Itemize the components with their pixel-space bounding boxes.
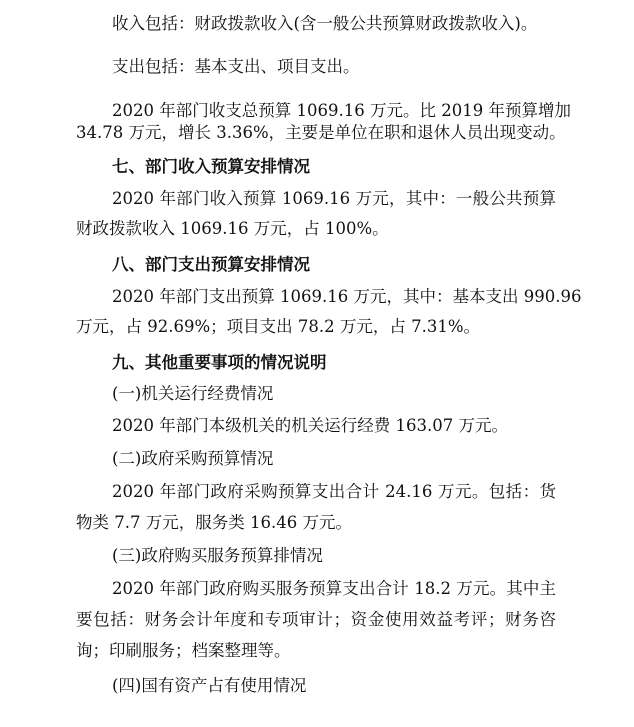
expenditure-includes-line: 支出包括：基本支出、项目支出。 bbox=[112, 57, 360, 76]
income-budget-line-1: 2020 年部门收入预算 1069.16 万元，其中：一般公共预算 bbox=[112, 189, 556, 208]
total-budget-line-1: 2020 年部门收支总预算 1069.16 万元。比 2019 年预算增加 bbox=[112, 101, 571, 120]
service-purchase-line-2: 要包括：财务会计年度和专项审计；资金使用效益考评；财务咨 bbox=[76, 610, 556, 629]
subsection-2-heading: (二)政府采购预算情况 bbox=[112, 449, 274, 468]
expenditure-budget-line-2: 万元，占 92.69%；项目支出 78.2 万元，占 7.31%。 bbox=[76, 317, 481, 336]
procurement-line-1: 2020 年部门政府采购预算支出合计 24.16 万元。包括：货 bbox=[112, 482, 556, 501]
subsection-1-heading: (一)机关运行经费情况 bbox=[112, 384, 274, 403]
section-7-heading: 七、部门收入预算安排情况 bbox=[112, 157, 310, 176]
income-includes-line: 收入包括：财政拨款收入(含一般公共预算财政拨款收入)。 bbox=[112, 14, 538, 33]
section-9-heading: 九、其他重要事项的情况说明 bbox=[112, 353, 327, 372]
procurement-line-2: 物类 7.7 万元，服务类 16.46 万元。 bbox=[76, 513, 352, 532]
service-purchase-line-3: 询；印刷服务；档案整理等。 bbox=[76, 641, 291, 660]
income-budget-line-2: 财政拨款收入 1069.16 万元，占 100%。 bbox=[76, 219, 389, 238]
expenditure-budget-line-1: 2020 年部门支出预算 1069.16 万元，其中：基本支出 990.96 bbox=[112, 287, 582, 306]
subsection-4-heading: (四)国有资产占有使用情况 bbox=[112, 676, 307, 695]
subsection-3-heading: (三)政府购买服务预算排情况 bbox=[112, 546, 323, 565]
service-purchase-line-1: 2020 年部门政府购买服务预算支出合计 18.2 万元。其中主 bbox=[112, 579, 556, 598]
operating-expenses-line: 2020 年部门本级机关的机关运行经费 163.07 万元。 bbox=[112, 416, 508, 435]
section-8-heading: 八、部门支出预算安排情况 bbox=[112, 255, 310, 274]
total-budget-line-2: 34.78 万元，增长 3.36%，主要是单位在职和退休人员出现变动。 bbox=[76, 123, 566, 142]
